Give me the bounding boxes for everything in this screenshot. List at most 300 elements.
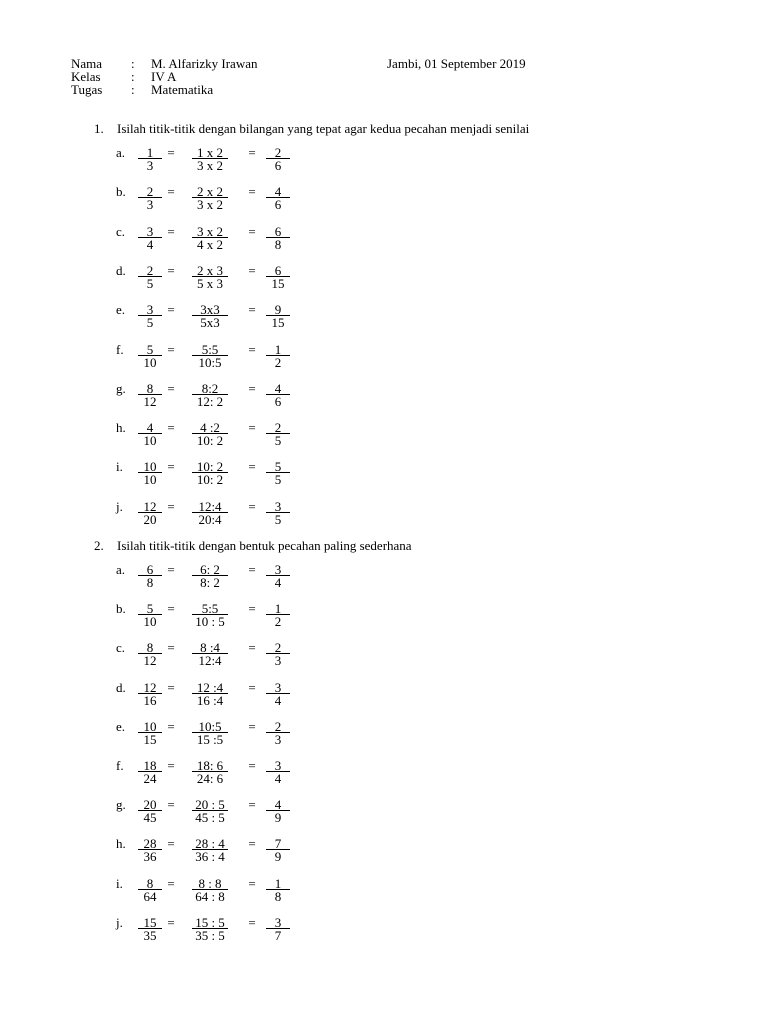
- fraction-bar: [192, 355, 228, 356]
- numerator: 1: [274, 601, 282, 617]
- numerator: 5:5: [201, 601, 219, 617]
- item-letter: i.: [116, 459, 123, 475]
- equals-sign: =: [248, 562, 256, 577]
- equals-sign: =: [248, 758, 256, 773]
- header-label: Nama: [71, 56, 103, 71]
- fraction: [138, 184, 162, 213]
- fraction-bar: [192, 693, 228, 694]
- fraction-bar: [138, 512, 162, 513]
- fraction: [192, 836, 228, 865]
- item-letter: f.: [116, 758, 124, 773]
- fraction: [266, 916, 290, 941]
- denominator: 8: [146, 575, 154, 590]
- item-letter: e.: [116, 302, 126, 318]
- fraction-item: [116, 681, 316, 711]
- numerator: 28: [143, 836, 157, 852]
- numerator: 2: [146, 262, 154, 278]
- fraction-bar: [138, 394, 162, 395]
- equals-sign: =: [167, 836, 175, 852]
- header-colon: :: [131, 56, 135, 71]
- fraction-bar: [138, 653, 162, 654]
- denominator: 20:4: [198, 511, 222, 527]
- item-letter: a.: [116, 562, 126, 577]
- fraction-bar: [266, 693, 290, 694]
- fraction: [266, 264, 290, 289]
- item-letter: g.: [116, 380, 126, 396]
- denominator: 5: [274, 433, 282, 449]
- denominator: 10: 2: [196, 472, 224, 488]
- item-letter: b.: [116, 601, 126, 617]
- fraction: [192, 916, 228, 941]
- denominator: 10 : 5: [195, 614, 225, 630]
- numerator: 20: [143, 797, 157, 813]
- fraction: [192, 225, 228, 250]
- fraction: [138, 877, 162, 902]
- header-value: IV A: [151, 69, 177, 84]
- numerator: 4: [274, 184, 282, 200]
- item-letter: d.: [116, 262, 126, 278]
- equals-sign: =: [248, 420, 256, 436]
- fraction: [138, 916, 162, 941]
- denominator: 4: [146, 236, 154, 252]
- numerator: 4 :2: [200, 420, 220, 436]
- numerator: 1: [146, 145, 154, 160]
- numerator: 8: [146, 875, 154, 891]
- equals-sign: =: [248, 184, 256, 200]
- denominator: 4: [274, 692, 282, 708]
- numerator: 2 x 3: [197, 262, 223, 278]
- numerator: 4: [274, 380, 282, 396]
- numerator: 5: [146, 601, 154, 617]
- fraction-item: [116, 837, 316, 867]
- numerator: 8 : 8: [198, 875, 222, 891]
- item-letter: h.: [116, 420, 126, 436]
- fraction-bar: [192, 158, 228, 159]
- numerator: 10: [143, 459, 157, 475]
- fraction: [138, 640, 162, 669]
- fraction: [192, 459, 228, 488]
- header-colon: :: [131, 82, 135, 97]
- fraction-bar: [266, 237, 290, 238]
- denominator: 24: 6: [196, 771, 224, 786]
- numerator: 12:4: [198, 498, 222, 514]
- fraction: [266, 601, 290, 630]
- header-value: M. Alfarizky Irawan: [151, 56, 258, 71]
- numerator: 3: [274, 679, 282, 695]
- fraction: [138, 459, 162, 488]
- denominator: 24: [143, 771, 157, 786]
- denominator: 5x3: [200, 315, 220, 331]
- equals-sign: =: [167, 640, 175, 656]
- denominator: 35 : 5: [195, 927, 225, 943]
- fraction: [138, 563, 162, 588]
- denominator: 16: [143, 692, 157, 708]
- denominator: 4: [274, 771, 282, 786]
- equals-sign: =: [167, 341, 175, 357]
- equals-sign: =: [248, 640, 256, 656]
- numerator: 8: [146, 380, 154, 396]
- numerator: 1: [274, 875, 282, 891]
- fraction: [138, 343, 162, 368]
- fraction: [266, 302, 290, 331]
- denominator: 6: [274, 393, 282, 409]
- fraction-bar: [138, 810, 162, 811]
- equals-sign: =: [167, 498, 175, 514]
- fraction-bar: [138, 315, 162, 316]
- fraction-bar: [266, 849, 290, 850]
- fraction-bar: [138, 433, 162, 434]
- equals-sign: =: [248, 302, 256, 318]
- denominator: 12:4: [198, 653, 222, 669]
- fraction-bar: [192, 653, 228, 654]
- denominator: 10: [143, 614, 157, 630]
- denominator: 5: [146, 315, 154, 331]
- fraction: [266, 146, 290, 171]
- fraction: [192, 681, 228, 706]
- numerator: 6: [146, 562, 154, 577]
- denominator: 6: [274, 158, 282, 173]
- numerator: 3: [274, 914, 282, 930]
- denominator: 8: 2: [200, 575, 220, 590]
- denominator: 3 x 2: [197, 197, 223, 213]
- fraction: [266, 877, 290, 902]
- numerator: 2: [146, 184, 154, 200]
- fraction: [192, 420, 228, 449]
- fraction-bar: [138, 158, 162, 159]
- equals-sign: =: [248, 718, 256, 734]
- equals-sign: =: [248, 679, 256, 695]
- fraction-bar: [192, 472, 228, 473]
- equals-sign: =: [248, 875, 256, 891]
- fraction: [192, 563, 228, 588]
- fraction-bar: [138, 575, 162, 576]
- denominator: 10: 2: [196, 433, 224, 449]
- question-text: Isilah titik-titik dengan bentuk pecahan paling sederhana: [117, 538, 412, 553]
- equals-sign: =: [167, 718, 175, 734]
- fraction: [266, 420, 290, 449]
- fraction: [192, 797, 228, 826]
- fraction-item: [116, 916, 316, 946]
- denominator: 3: [146, 197, 154, 213]
- fraction-bar: [192, 276, 228, 277]
- equals-sign: =: [167, 184, 175, 200]
- equals-sign: =: [167, 797, 175, 813]
- fraction-item: [116, 343, 316, 373]
- numerator: 8: [146, 640, 154, 656]
- denominator: 10:5: [198, 354, 222, 370]
- equals-sign: =: [167, 758, 175, 773]
- fraction: [266, 640, 290, 669]
- equals-sign: =: [167, 145, 175, 160]
- fraction: [192, 500, 228, 525]
- fraction-bar: [192, 394, 228, 395]
- fraction-bar: [266, 771, 290, 772]
- fraction-bar: [266, 889, 290, 890]
- equals-sign: =: [167, 562, 175, 577]
- equals-sign: =: [248, 341, 256, 357]
- equals-sign: =: [167, 380, 175, 396]
- fraction-bar: [138, 197, 162, 198]
- numerator: 1: [274, 341, 282, 357]
- fraction: [192, 877, 228, 902]
- denominator: 6: [274, 197, 282, 213]
- denominator: 35: [143, 927, 157, 943]
- numerator: 3x3: [200, 302, 220, 318]
- numerator: 8:2: [201, 380, 219, 396]
- equals-sign: =: [167, 914, 175, 930]
- fraction-bar: [192, 614, 228, 615]
- item-letter: j.: [116, 914, 123, 930]
- denominator: 9: [274, 810, 282, 826]
- fraction: [192, 640, 228, 669]
- equals-sign: =: [248, 914, 256, 930]
- header-label: Kelas: [71, 69, 101, 84]
- numerator: 20 : 5: [195, 797, 225, 813]
- numerator: 4: [274, 797, 282, 813]
- fraction-bar: [192, 512, 228, 513]
- item-letter: i.: [116, 875, 123, 891]
- fraction: [192, 146, 228, 171]
- fraction: [138, 797, 162, 826]
- question-number: 2.: [94, 538, 104, 553]
- denominator: 36: [143, 849, 157, 865]
- equals-sign: =: [248, 601, 256, 617]
- fraction-bar: [266, 158, 290, 159]
- fraction-bar: [266, 394, 290, 395]
- numerator: 8 :4: [200, 640, 220, 656]
- equals-sign: =: [167, 223, 175, 239]
- denominator: 10: [143, 472, 157, 488]
- fraction-item: [116, 185, 316, 215]
- numerator: 2: [274, 718, 282, 734]
- numerator: 6: [274, 262, 282, 278]
- denominator: 4 x 2: [197, 236, 223, 252]
- numerator: 2: [274, 145, 282, 160]
- fraction: [266, 563, 290, 588]
- fraction-bar: [192, 315, 228, 316]
- fraction-item: [116, 264, 316, 294]
- fraction-bar: [192, 197, 228, 198]
- fraction-item: [116, 500, 316, 530]
- denominator: 64 : 8: [195, 888, 225, 904]
- numerator: 15 : 5: [195, 914, 225, 930]
- fraction: [138, 264, 162, 289]
- numerator: 18: 6: [196, 758, 224, 773]
- numerator: 6: [274, 223, 282, 239]
- denominator: 45 : 5: [195, 810, 225, 826]
- fraction-bar: [138, 276, 162, 277]
- fraction: [266, 343, 290, 368]
- fraction-item: [116, 460, 316, 490]
- denominator: 7: [274, 927, 282, 943]
- numerator: 3: [146, 223, 154, 239]
- header-value: Matematika: [151, 82, 214, 97]
- denominator: 12: 2: [196, 393, 224, 409]
- equals-sign: =: [248, 223, 256, 239]
- fraction-bar: [266, 197, 290, 198]
- numerator: 15: [143, 914, 157, 930]
- item-letter: b.: [116, 184, 126, 200]
- fraction: [138, 420, 162, 449]
- fraction-bar: [138, 237, 162, 238]
- fraction: [192, 759, 228, 784]
- fraction: [266, 836, 290, 865]
- denominator: 2: [274, 614, 282, 630]
- fraction-bar: [266, 653, 290, 654]
- fraction: [138, 500, 162, 525]
- question-number: 1.: [94, 121, 104, 136]
- fraction-bar: [192, 237, 228, 238]
- equals-sign: =: [248, 459, 256, 475]
- fraction: [192, 601, 228, 630]
- numerator: 18: [143, 758, 157, 773]
- fraction-bar: [266, 472, 290, 473]
- denominator: 5: [274, 472, 282, 488]
- denominator: 3 x 2: [197, 158, 223, 173]
- fraction-bar: [192, 889, 228, 890]
- denominator: 12: [143, 653, 157, 669]
- denominator: 8: [274, 236, 282, 252]
- fraction: [266, 681, 290, 706]
- fraction-bar: [138, 355, 162, 356]
- fraction-item: [116, 759, 316, 789]
- numerator: 5:5: [201, 341, 219, 357]
- equals-sign: =: [248, 836, 256, 852]
- denominator: 2: [274, 354, 282, 370]
- fraction: [192, 302, 228, 331]
- fraction: [266, 797, 290, 826]
- denominator: 16 :4: [196, 692, 224, 708]
- equals-sign: =: [167, 420, 175, 436]
- fraction-bar: [138, 614, 162, 615]
- numerator: 5: [274, 459, 282, 475]
- fraction: [266, 759, 290, 784]
- fraction-bar: [138, 472, 162, 473]
- item-letter: a.: [116, 145, 126, 160]
- equals-sign: =: [248, 797, 256, 813]
- fraction-bar: [266, 928, 290, 929]
- fraction-item: [116, 146, 316, 176]
- numerator: 5: [146, 341, 154, 357]
- fraction-item: [116, 225, 316, 255]
- header-date: Jambi, 01 September 2019: [387, 56, 526, 71]
- equals-sign: =: [248, 145, 256, 160]
- denominator: 15 :5: [196, 731, 224, 747]
- numerator: 10: 2: [196, 459, 224, 475]
- fraction-bar: [192, 433, 228, 434]
- denominator: 4: [274, 575, 282, 590]
- numerator: 12: [143, 498, 157, 514]
- fraction: [138, 225, 162, 250]
- denominator: 15: [271, 275, 285, 291]
- equals-sign: =: [167, 302, 175, 318]
- fraction-item: [116, 303, 316, 333]
- fraction-bar: [138, 928, 162, 929]
- fraction-bar: [266, 315, 290, 316]
- numerator: 3: [274, 498, 282, 514]
- numerator: 7: [274, 836, 282, 852]
- denominator: 3: [146, 158, 154, 173]
- question-text: Isilah titik-titik dengan bilangan yang tepat agar kedua pecahan menjadi senilai: [117, 121, 530, 136]
- equals-sign: =: [248, 380, 256, 396]
- equals-sign: =: [167, 459, 175, 475]
- fraction: [192, 343, 228, 368]
- denominator: 64: [143, 888, 157, 904]
- numerator: 2: [274, 420, 282, 436]
- denominator: 3: [274, 653, 282, 669]
- fraction-item: [116, 421, 316, 451]
- fraction: [192, 382, 228, 407]
- fraction: [138, 382, 162, 407]
- fraction: [138, 720, 162, 745]
- numerator: 3: [274, 758, 282, 773]
- equals-sign: =: [167, 679, 175, 695]
- fraction: [266, 382, 290, 407]
- fraction-item: [116, 382, 316, 412]
- denominator: 8: [274, 888, 282, 904]
- fraction: [192, 184, 228, 213]
- fraction-bar: [138, 771, 162, 772]
- fraction: [138, 302, 162, 331]
- numerator: 28 : 4: [195, 836, 225, 852]
- equals-sign: =: [167, 601, 175, 617]
- item-letter: f.: [116, 341, 124, 357]
- denominator: 15: [143, 731, 157, 747]
- fraction: [138, 759, 162, 784]
- fraction-bar: [266, 614, 290, 615]
- equals-sign: =: [248, 262, 256, 278]
- denominator: 12: [143, 393, 157, 409]
- fraction-item: [116, 877, 316, 907]
- numerator: 2 x 2: [197, 184, 223, 200]
- fraction-bar: [192, 810, 228, 811]
- fraction-bar: [138, 732, 162, 733]
- fraction-bar: [266, 732, 290, 733]
- numerator: 10:5: [198, 718, 222, 734]
- header-label: Tugas: [71, 82, 103, 97]
- fraction: [192, 264, 228, 289]
- fraction-item: [116, 720, 316, 750]
- denominator: 36 : 4: [195, 849, 225, 865]
- numerator: 2: [274, 640, 282, 656]
- fraction-bar: [266, 512, 290, 513]
- denominator: 5: [274, 511, 282, 527]
- equals-sign: =: [167, 262, 175, 278]
- fraction-bar: [266, 433, 290, 434]
- fraction-bar: [266, 276, 290, 277]
- fraction: [138, 601, 162, 630]
- numerator: 10: [143, 718, 157, 734]
- fraction: [266, 500, 290, 525]
- fraction-item: [116, 798, 316, 828]
- equals-sign: =: [167, 875, 175, 891]
- numerator: 4: [146, 420, 154, 436]
- denominator: 3: [274, 731, 282, 747]
- fraction: [266, 225, 290, 250]
- item-letter: c.: [116, 640, 126, 656]
- fraction: [138, 836, 162, 865]
- fraction: [138, 146, 162, 171]
- fraction-bar: [192, 849, 228, 850]
- fraction-item: [116, 641, 316, 671]
- item-letter: j.: [116, 498, 123, 514]
- denominator: 9: [274, 849, 282, 865]
- item-letter: c.: [116, 223, 126, 239]
- denominator: 45: [143, 810, 157, 826]
- item-letter: e.: [116, 718, 126, 734]
- numerator: 12: [143, 679, 157, 695]
- denominator: 5: [146, 275, 154, 291]
